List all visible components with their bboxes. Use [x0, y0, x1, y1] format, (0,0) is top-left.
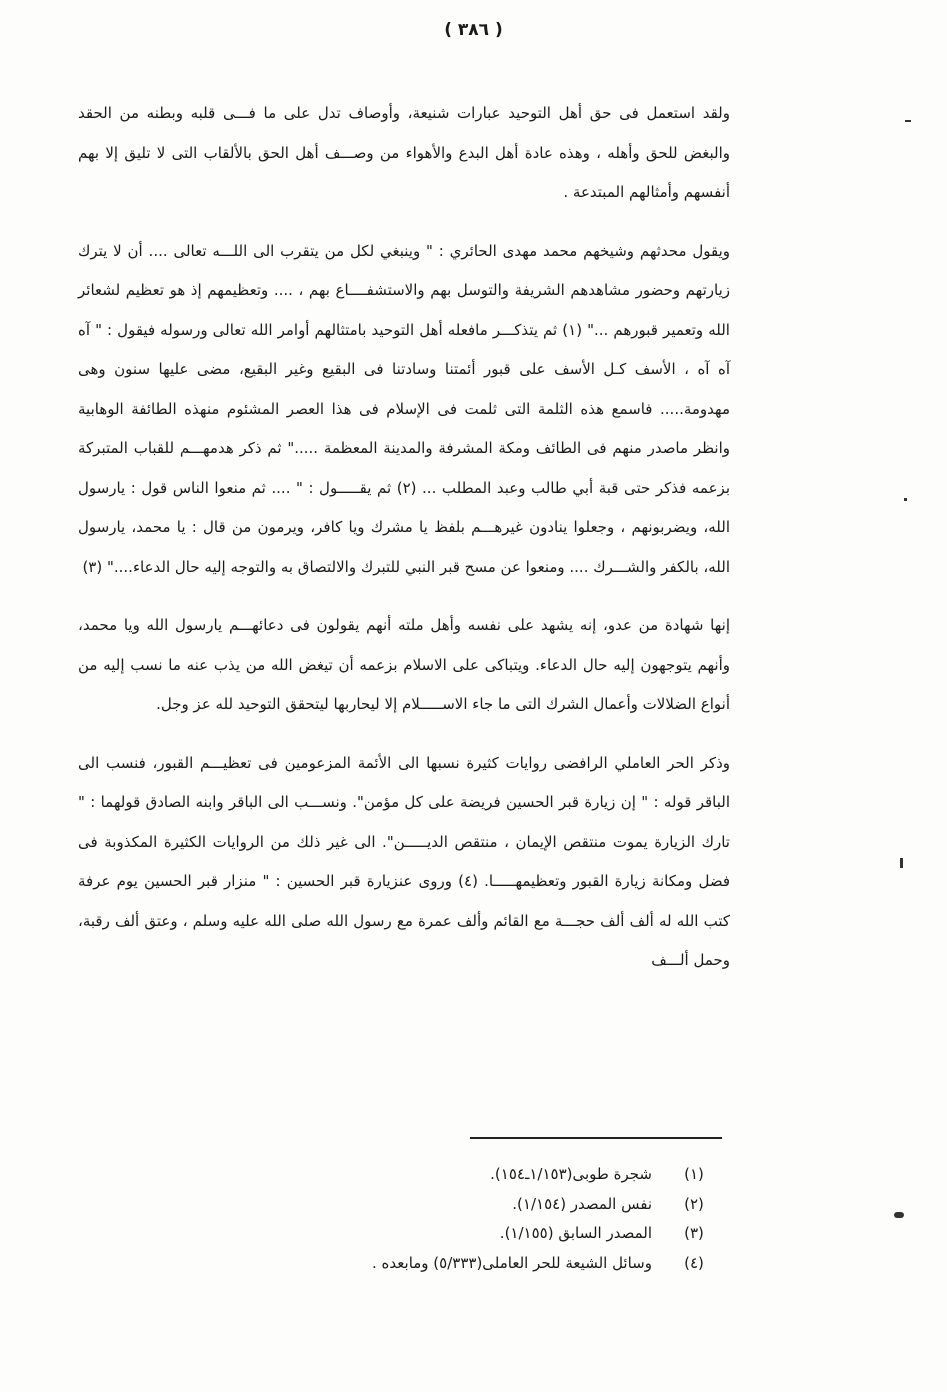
paragraph-3: إنها شهادة من عدو، إنه يشهد على نفسه وأهل ملته أنهم يقولون فى دعائهـــم يارسول الله ويا محمد، وأنهم يتوجهون إليه حال الدعاء. ويتباكى على الاسلام بزعمه أن تيغض الله من يذب عنه ما نسب إليه من أنواع الضلالات وأعمال الشرك التى ما جاء الاســـــلام إلا ليحاربها ليتحقق التوحيد لله عز وجل.: [78, 616, 730, 713]
footnote-number: (١): [684, 1165, 704, 1183]
paragraph-gap: [78, 725, 730, 744]
scan-speck: [905, 120, 911, 122]
main-text: [78, 94, 730, 981]
scan-speck: [900, 858, 903, 868]
paragraph-4: وذكر الحر العاملي الرافضى روايات كثيرة نسبها الى الأئمة المزعومين فى تعظيـــم القبور، فنسب الى الباقر قوله : " إن زيارة قبر الحسين فريضة على كل مؤمن". ونســـب الى الباقر وابنه الصادق قولهما : " تارك الزيارة يموت منتقص الإيمان ، منتقص الديـــــن". الى غير ذلك من الروايات الكثيرة المكذوبة فى فضل ومكانة زيارة القبور وتعظيمهـــــا. (٤) وروى عنزيارة قبر الحسين : " منزار قبر الحسين يوم عرفة كتب الله له ألف ألف حجـــة مع القائم وألف عمرة مع رسول الله صلى الله عليه وسلم ، وعتق ألف رقبة، وحمل ألـــف: [78, 753, 730, 969]
scan-speck: [904, 498, 907, 501]
scan-speck: [894, 1212, 904, 1218]
footnote-text: وسائل الشيعة للحر العاملى(٥/٣٣٣) ومابعده .: [372, 1253, 652, 1272]
footnote-1: [260, 1160, 720, 1190]
footnote-separator: [470, 1137, 722, 1139]
paragraph-gap: [78, 587, 730, 606]
footnote-text: نفس المصدر (١/١٥٤).: [512, 1194, 652, 1213]
footnote-4: [260, 1249, 720, 1279]
paragraph-1: ولقد استعمل فى حق أهل التوحيد عبارات شنيعة، وأوصاف تدل على ما فـــى قلبه وبطنه من الحقد والبغض للحق وأهله ، وهذه عادة أهل البدع والأهواء من وصـــف أهل الحق بالألقاب التى لا تليق إلا بهم أنفسهم وأمثالهم المبتدعة .: [78, 104, 730, 201]
footnote-number: (٣): [684, 1224, 704, 1242]
paragraph-gap: [78, 213, 730, 232]
footnotes: [260, 1160, 720, 1278]
footnote-number: (٢): [684, 1194, 704, 1213]
footnote-text: شجرة طوبى(١/١٥٣ـ١٥٤).: [490, 1165, 652, 1183]
paragraph-2: ويقول محدثهم وشيخهم محمد مهدى الحائري : " وينبغي لكل من يتقرب الى اللـــه تعالى .... أن لا يترك زيارتهم وحضور مشاهدهم الشريفة والتوسل بهم والاستشفــــاع بهم ، .... وتعظيمهم إذ هو تعظيم لشعائر الله وتعمير قبورهم ..." (١) ثم يتذكـــر مافعله أهل التوحيد بامتثالهم أوامر الله تعالى ورسوله فيقول : " آه آه آه ، الأسف كـل الأسف على قبور أئمتنا وسادتنا فى البقيع وغير البقيع، مضى عليها سنون وهى مهدومة..... فاسمع هذه الثلمة التى ثلمت فى الإسلام فى هذا العصر المشئوم منهذه الطائفة الوهابية وانظر ماصدر منهم فى الطائف ومكة المشرفة والمدينة المعظمة ....." ثم ذكر هدمهـــم للقباب المتبركة بزعمه فذكر حتى قبة أبي طالب وعبد المطلب ... (٢) ثم يقـــــول : " .... ثم منعوا الناس قول : يارسول الله، ويضربونهم ، وجعلوا ينادون غيرهـــم بلفظ يا مشرك ويا كافر، ويرمون من قال : يا محمد، يارسول الله، بالكفر والشـــرك .... ومنعوا عن مسح قبر النبي للتبرك والالتصاق به والتوجه إليه حال الدعاء...." (٣): [78, 241, 730, 576]
footnote-2: [260, 1190, 720, 1220]
page-number: ( ٣٨٦ ): [444, 20, 503, 40]
footnote-text: المصدر السابق (١/١٥٥).: [499, 1224, 652, 1242]
footnote-number: (٤): [684, 1253, 704, 1272]
footnote-3: [260, 1219, 720, 1249]
